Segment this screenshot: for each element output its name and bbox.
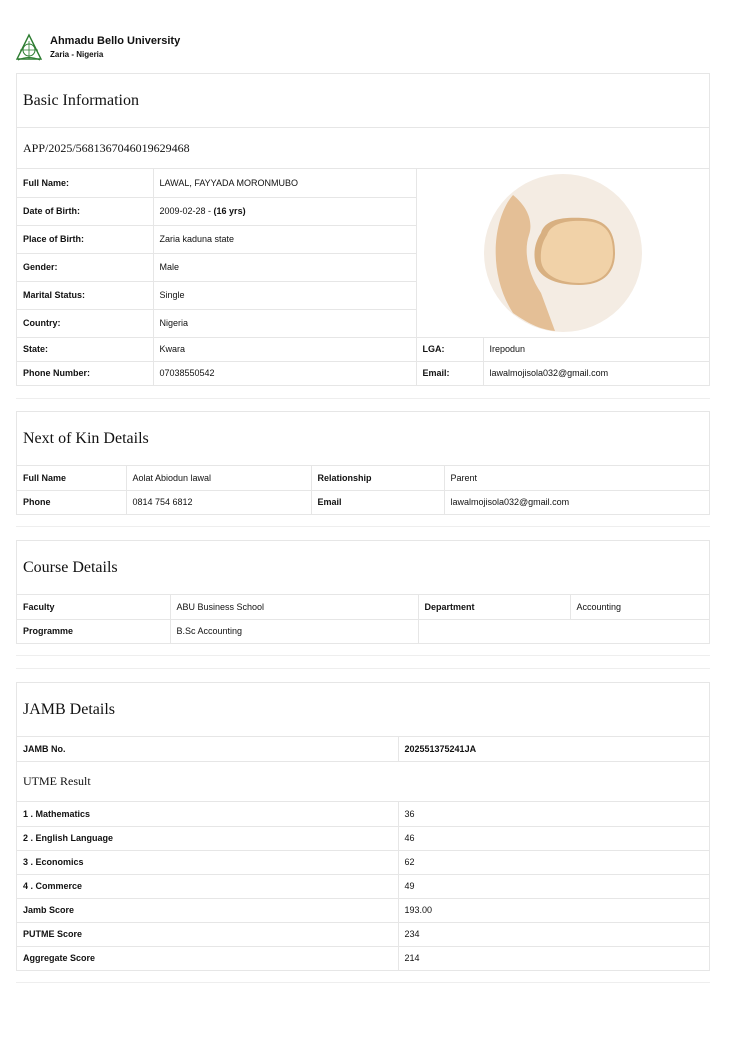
table-row [17, 874, 709, 898]
kin-title: Next of Kin Details [17, 412, 709, 466]
basic-info-table [17, 169, 709, 385]
basic-info-title: Basic Information [17, 74, 709, 128]
email-value: lawalmojisola032@gmail.com [483, 361, 709, 385]
table-row [17, 850, 709, 874]
kin-name-value: Aolat Abiodun lawal [126, 466, 311, 490]
subject-label: 3 . Economics [17, 850, 398, 874]
department-label: Department [418, 595, 570, 619]
age-value: (16 yrs) [213, 206, 246, 216]
utme-result-title: UTME Result [17, 761, 709, 802]
university-location: Zaria - Nigeria [50, 50, 104, 59]
lga-value: Irepodun [483, 337, 709, 361]
subject-label: 4 . Commerce [17, 874, 398, 898]
gender-label: Gender: [17, 253, 153, 281]
marital-label: Marital Status: [17, 281, 153, 309]
country-value: Nigeria [153, 309, 416, 337]
subject-score: 36 [398, 802, 709, 826]
divider [16, 668, 710, 669]
kin-relationship-value: Parent [444, 466, 709, 490]
empty-cell [418, 619, 709, 643]
putme-score-value: 234 [398, 922, 709, 946]
jamb-no-table [17, 737, 709, 761]
programme-label: Programme [17, 619, 170, 643]
phone-label: Phone Number: [17, 361, 153, 385]
putme-score-label: PUTME Score [17, 922, 398, 946]
pob-label: Place of Birth: [17, 225, 153, 253]
jamb-no-value: 202551375241JA [398, 737, 709, 761]
phone-value: 07038550542 [153, 361, 416, 385]
aggregate-score-value: 214 [398, 946, 709, 970]
kin-phone-value: 0814 754 6812 [126, 490, 311, 514]
jamb-score-value: 193.00 [398, 898, 709, 922]
kin-phone-label: Phone [17, 490, 126, 514]
application-number: APP/2025/5681367046019629468 [17, 128, 709, 169]
kin-email-value: lawalmojisola032@gmail.com [444, 490, 709, 514]
subject-score: 62 [398, 850, 709, 874]
jamb-no-label: JAMB No. [17, 737, 398, 761]
university-logo-icon [14, 33, 44, 63]
kin-relationship-label: Relationship [311, 466, 444, 490]
state-label: State: [17, 337, 153, 361]
subject-score: 49 [398, 874, 709, 898]
subject-label: 2 . English Language [17, 826, 398, 850]
kin-email-label: Email [311, 490, 444, 514]
country-label: Country: [17, 309, 153, 337]
course-details-card [16, 540, 710, 644]
full-name-value: LAWAL, FAYYADA MORONMUBO [153, 169, 416, 197]
marital-value: Single [153, 281, 416, 309]
subject-label: 1 . Mathematics [17, 802, 398, 826]
next-of-kin-card [16, 411, 710, 515]
subject-score: 46 [398, 826, 709, 850]
course-title: Course Details [17, 541, 709, 595]
course-table [17, 595, 709, 643]
passport-photo-cell [416, 169, 709, 337]
gender-value: Male [153, 253, 416, 281]
state-value: Kwara [153, 337, 416, 361]
passport-photo [483, 173, 643, 333]
pob-value: Zaria kaduna state [153, 225, 416, 253]
page-header [14, 32, 180, 64]
faculty-label: Faculty [17, 595, 170, 619]
programme-value: B.Sc Accounting [170, 619, 418, 643]
jamb-details-card [16, 682, 710, 971]
divider [16, 526, 710, 527]
divider [16, 398, 710, 399]
basic-info-card [16, 73, 710, 386]
full-name-label: Full Name: [17, 169, 153, 197]
dob-cell [153, 197, 416, 225]
jamb-score-label: Jamb Score [17, 898, 398, 922]
kin-name-label: Full Name [17, 466, 126, 490]
lga-label: LGA: [416, 337, 483, 361]
divider [16, 655, 710, 656]
faculty-value: ABU Business School [170, 595, 418, 619]
table-row [17, 898, 709, 922]
divider [16, 982, 710, 983]
aggregate-score-label: Aggregate Score [17, 946, 398, 970]
table-row [17, 922, 709, 946]
department-value: Accounting [570, 595, 709, 619]
university-name: Ahmadu Bello University [50, 35, 181, 47]
table-row [17, 826, 709, 850]
dob-label: Date of Birth: [17, 197, 153, 225]
utme-result-table [17, 802, 709, 970]
email-label: Email: [416, 361, 483, 385]
kin-table [17, 466, 709, 514]
table-row [17, 802, 709, 826]
jamb-title: JAMB Details [17, 683, 709, 737]
table-row [17, 946, 709, 970]
dob-value: 2009-02-28 - [159, 206, 214, 216]
